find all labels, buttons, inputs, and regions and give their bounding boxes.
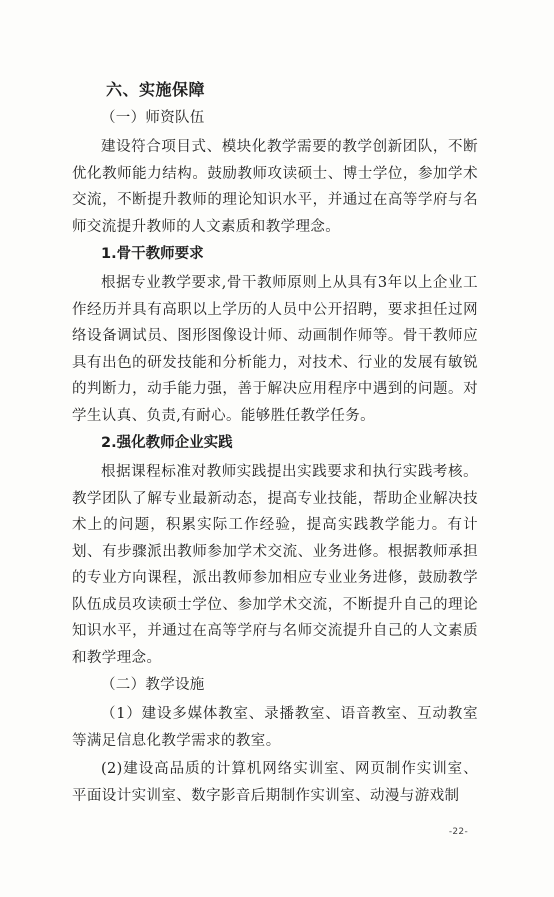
paragraph-facilities-item-1: （1）建设多媒体教室、录播教室、语音教室、互动教室等满足信息化教学需求的教室。 <box>72 706 478 749</box>
page-number: -22- <box>448 827 468 837</box>
subsection-heading-facilities: （二）教学设施 <box>101 677 205 693</box>
heading-enterprise-practice: 2.强化教师企业实践 <box>101 435 233 451</box>
document-page <box>72 78 478 811</box>
paragraph-teachers-intro: 建设符合项目式、模块化教学需要的教学创新团队，不断优化教师能力结构。鼓励教师攻读硕士、博士学位，参加学术交流，不断提升教师的理论知识水平，并通过在高等学府与名师交流提升教师的人文素质和教学理念。 <box>72 139 478 235</box>
section-heading-implementation: 六、实施保障 <box>106 80 206 99</box>
paragraph-enterprise-practice: 根据课程标准对教师实践提出实践要求和执行实践考核。教学团队了解专业最新动态，提高专业技能，帮助企业解决技术上的问题，积累实际工作经验，提高实践教学能力。有计划、有步骤派出教师参加学术交流、业务进修。根据教师承担的专业方向课程，派出教师参加相应专业业务进修，鼓励教学队伍成员攻读硕士学位、参加学术交流，不断提升自己的理论知识水平，并通过在高等学府与名师交流提升自己的人文素质和教学理念。 <box>72 464 478 666</box>
paragraph-backbone-teachers: 根据专业教学要求,骨干教师原则上从具有3年以上企业工作经历并具有高职以上学历的人员中公开招聘，要求担任过网络设备调试员、图形图像设计师、动画制作师等。骨干教师应具有出色的研发技能和分析能力，对技术、行业的发展有敏锐的判断力，动手能力强，善于解决应用程序中遇到的问题。对学生认真、负责,有耐心。能够胜任教学任务。 <box>72 275 478 424</box>
heading-backbone-teachers: 1.骨干教师要求 <box>101 246 204 262</box>
paragraph-facilities-item-2: (2)建设高品质的计算机网络实训室、网页制作实训室、平面设计实训室、数字影音后期制作实训室、动漫与游戏制 <box>72 761 478 804</box>
subsection-heading-teachers: （一）师资队伍 <box>101 110 205 126</box>
